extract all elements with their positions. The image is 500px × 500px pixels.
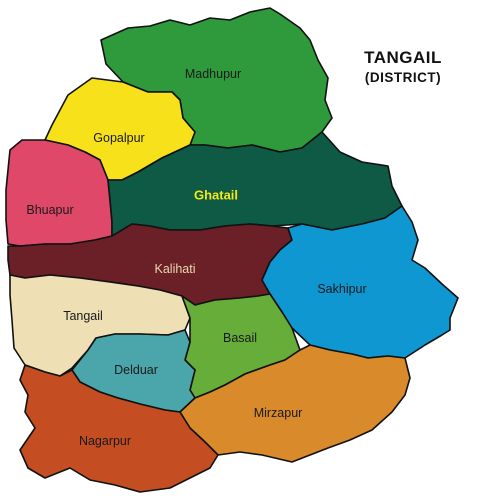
map-title: TANGAIL bbox=[364, 48, 442, 67]
label-nagarpur: Nagarpur bbox=[78, 434, 132, 448]
map-subtitle: (DISTRICT) bbox=[364, 70, 442, 85]
label-madhupur: Madhupur bbox=[184, 67, 242, 81]
label-bhuapur: Bhuapur bbox=[26, 203, 74, 217]
label-basail: Basail bbox=[222, 331, 258, 345]
label-kalihati: Kalihati bbox=[154, 262, 196, 276]
label-mirzapur: Mirzapur bbox=[253, 406, 303, 420]
label-delduar: Delduar bbox=[114, 363, 158, 377]
label-ghatail: Ghatail bbox=[193, 187, 239, 203]
label-gopalpur: Gopalpur bbox=[93, 131, 145, 145]
map-title-block bbox=[318, 49, 488, 85]
label-tangail: Tangail bbox=[63, 309, 103, 323]
label-sakhipur: Sakhipur bbox=[317, 282, 367, 296]
